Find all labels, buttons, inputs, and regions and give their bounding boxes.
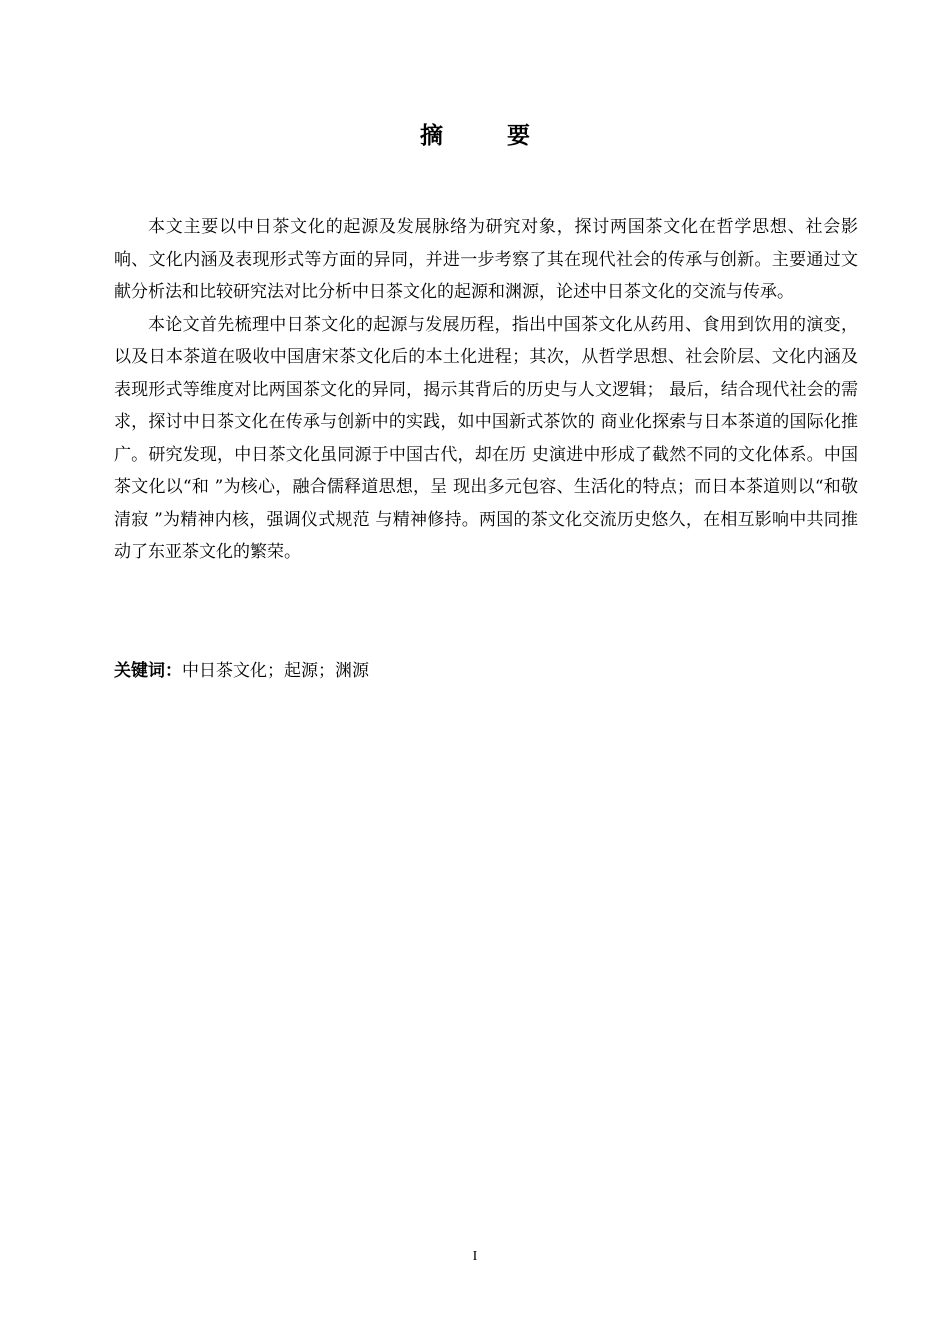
abstract-paragraph-1: 本文主要以中日茶文化的起源及发展脉络为研究对象，探讨两国茶文化在哲学思想、社会影响、文化内涵及表现形式等方面的异同，并进一步考察了其在现代社会的传承与创新。主要通过文献分析法和比较研究法对比分析中日茶文化的起源和渊源，论述中日茶文化的交流与传承。 (114, 217, 858, 302)
keywords-label: 关键词： (114, 661, 182, 681)
keywords-line (114, 656, 858, 686)
page-title: 摘 要 (419, 123, 558, 149)
page-number: I (472, 1249, 478, 1264)
abstract-body (114, 211, 858, 569)
abstract-paragraph-2: 本论文首先梳理中日茶文化的起源与发展历程，指出中国茶文化从药用、食用到饮用的演变，以及日本茶道在吸收中国唐宋茶文化后的本土化进程；其次，从哲学思想、社会阶层、文化内涵及表现形式等维度对比两国茶文化的异同，揭示其背后的历史与人文逻辑； 最后，结合现代社会的需求，探讨中日茶文化在传承与创新中的实践，如中国新式茶饮的 商业化探索与日本茶道的国际化推广。研究发现，中日茶文化虽同源于中国古代，却在历 史演进中形成了截然不同的文化体系。中国茶文化以“和 ”为核心，融合儒释道思想，呈 现出多元包容、生活化的特点；而日本茶道则以“和敬清寂 ”为精神内核，强调仪式规范 与精神修持。两国的茶文化交流历史悠久，在相互影响中共同推动了东亚茶文化的繁荣。 (114, 314, 858, 562)
keywords-value: 中日茶文化；起源；渊源 (182, 661, 369, 681)
